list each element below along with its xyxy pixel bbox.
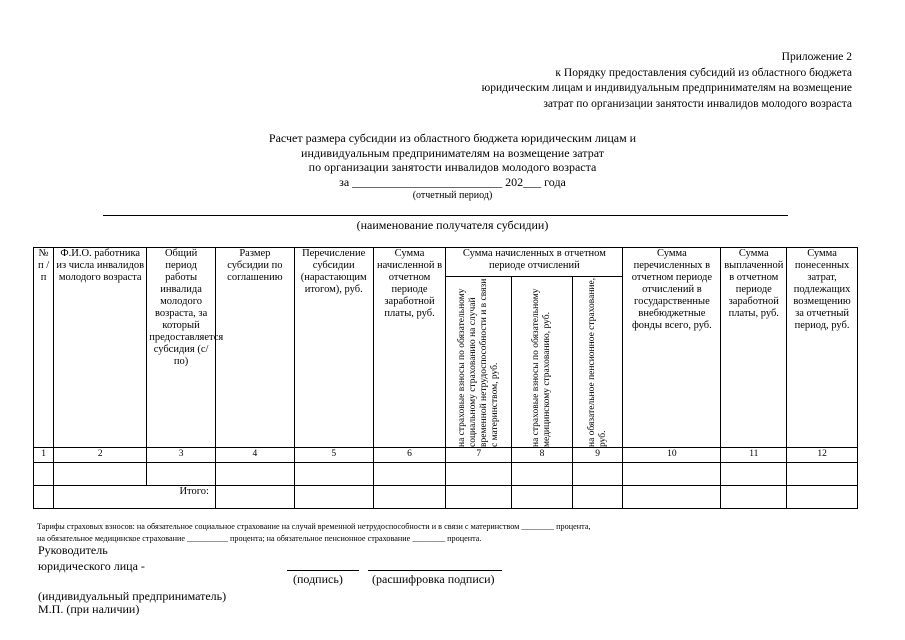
stamp-note: М.П. (при наличии) (38, 602, 140, 616)
tariff-note-line: Тарифы страховых взносов: на обязательное социальное страхование на случай временной нетрудоспособности и в связи с материнством ________ процента, (37, 522, 591, 531)
recipient-caption: (наименование получателя субсидии) (356, 218, 549, 232)
header-pension-insurance-text: на обязательное пенсионное страхование, руб. (586, 277, 608, 447)
column-number: 11 (721, 448, 787, 463)
table-cell[interactable] (623, 486, 721, 509)
signature-role-line2: юридического лица - (38, 559, 145, 573)
table-cell[interactable] (721, 486, 787, 509)
table-cell[interactable] (446, 463, 512, 486)
recipient-line (103, 215, 788, 216)
table-cell[interactable] (721, 463, 787, 486)
header-period: Общий период работы инвалида молодого возраста, за который предоставляется субсидия (с/по) (147, 248, 216, 448)
signature-caption: (подпись) (293, 572, 343, 586)
calculation-table (33, 247, 858, 509)
document-title (0, 131, 905, 204)
column-number: 10 (623, 448, 721, 463)
column-number: 4 (215, 448, 294, 463)
column-number: 12 (787, 448, 858, 463)
title-period-line: за _________________________ 202___ года (339, 174, 566, 189)
header-row (34, 248, 858, 277)
table-row (34, 463, 858, 486)
header-deductions-group: Сумма начисленных в отчетном периоде отчислений (446, 248, 623, 277)
header-subsidy-size: Размер субсидии по соглашению (215, 248, 294, 448)
signature-role-line1: Руководитель (38, 543, 108, 557)
table-cell[interactable] (34, 463, 54, 486)
table-cell[interactable] (373, 486, 446, 509)
column-number: 5 (294, 448, 373, 463)
header-paid-salary: Сумма выплаченной в отчетном периоде заработной платы, руб. (721, 248, 787, 448)
column-number: 7 (446, 448, 512, 463)
column-number: 1 (34, 448, 54, 463)
table-cell[interactable] (446, 486, 512, 509)
header-medical-insurance (512, 277, 573, 448)
header-costs: Сумма понесенных затрат, подлежащих возмещению за отчетный период, руб. (787, 248, 858, 448)
title-line: индивидуальным предпринимателям на возмещение затрат (301, 145, 604, 160)
header-social-insurance-text: на страховые взносы по обязательному социальному страхованию на случай временной нетрудоспособности и в связи с материнством, руб. (456, 278, 500, 447)
appendix-number: Приложение 2 (781, 51, 852, 63)
table-cell[interactable] (623, 463, 721, 486)
table-cell[interactable] (147, 463, 216, 486)
signature-line[interactable] (287, 570, 359, 571)
header-salary: Сумма начисленной в отчетном периоде заработной платы, руб. (373, 248, 446, 448)
header-num: № п / п (34, 248, 54, 448)
column-number: 6 (373, 448, 446, 463)
table-cell[interactable] (215, 463, 294, 486)
table-cell[interactable] (294, 463, 373, 486)
table-cell[interactable] (54, 463, 147, 486)
column-numbers-row (34, 448, 858, 463)
header-medical-insurance-text: на страховые взносы по обязательному медицинскому страхованию, руб. (530, 288, 552, 447)
signature-role-line3: (индивидуальный предприниматель) (38, 589, 227, 603)
header-pension-insurance (572, 277, 623, 448)
column-number: 9 (572, 448, 623, 463)
header-social-insurance (446, 277, 512, 448)
header-transferred-funds: Сумма перечисленных в отчетном периоде отчислений в государственные внебюджетные фонды всего, руб. (623, 248, 721, 448)
column-number: 3 (147, 448, 216, 463)
table-cell[interactable] (294, 486, 373, 509)
signature-decode-caption: (расшифровка подписи) (372, 572, 495, 586)
total-label: Итого: (54, 486, 216, 509)
appendix-line: затрат по организации занятости инвалидов молодого возраста (543, 97, 852, 110)
table-cell[interactable] (373, 463, 446, 486)
tariff-notes (37, 521, 591, 544)
header-fio: Ф.И.О. работника из числа инвалидов молодого возраста (54, 248, 147, 448)
table-cell[interactable] (787, 463, 858, 486)
table-cell[interactable] (512, 486, 573, 509)
table-cell[interactable] (215, 486, 294, 509)
title-line: Расчет размера субсидии из областного бюджета юридическим лицам и (268, 131, 637, 145)
column-number: 2 (54, 448, 147, 463)
signature-decode-line[interactable] (368, 570, 502, 571)
column-number: 8 (512, 448, 573, 463)
appendix-line: юридическим лицам и индивидуальным предпринимателям на возмещение (481, 82, 852, 94)
table-cell[interactable] (512, 463, 573, 486)
period-caption: (отчетный период) (412, 190, 493, 201)
total-row (34, 486, 858, 509)
table-cell (34, 486, 54, 509)
header-transfer: Перечисление субсидии (нарастающим итогом), руб. (294, 248, 373, 448)
table-cell[interactable] (572, 486, 623, 509)
tariff-note-line: на обязательное медицинское страхование __________ процента; на обязательное пенсионное страхование ________ процента. (37, 533, 482, 543)
appendix-line: к Порядку предоставления субсидий из областного бюджета (555, 66, 852, 79)
table-cell[interactable] (572, 463, 623, 486)
title-line: по организации занятости инвалидов молодого возраста (308, 160, 597, 174)
appendix-header (482, 50, 852, 112)
table-cell[interactable] (787, 486, 858, 509)
